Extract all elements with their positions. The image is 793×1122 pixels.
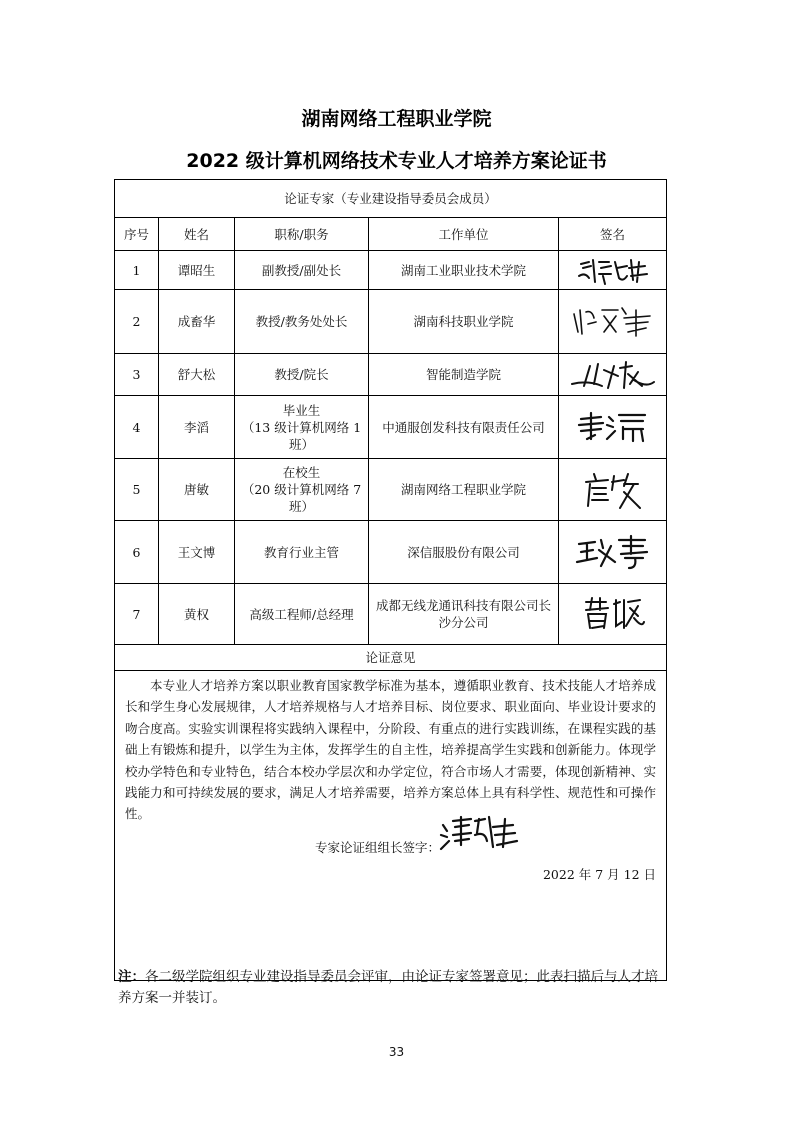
document-subtitle: 2022 级计算机网络技术专业人才培养方案论证书 [186, 150, 607, 172]
leader-signature-label: 专家论证组组长签字： [315, 840, 441, 855]
row-unit: 深信服股份有限公司 [369, 521, 559, 584]
row-unit: 湖南科技职业学院 [369, 290, 559, 354]
row-name: 王文博 [159, 521, 235, 584]
handwritten-signature [568, 358, 658, 392]
row-title: 副教授/副处长 [235, 251, 369, 290]
experts-header: 论证专家（专业建设指导委员会成员） [115, 180, 667, 218]
row-unit-line: 沙分公司 [438, 615, 489, 630]
row-no: 4 [115, 396, 159, 459]
footnote [118, 967, 670, 1009]
signature-cell [559, 521, 667, 584]
row-no: 2 [115, 290, 159, 354]
signature-cell [559, 396, 667, 459]
row-no: 6 [115, 521, 159, 584]
row-unit: 湖南工业职业技术学院 [369, 251, 559, 290]
handwritten-signature [578, 594, 648, 634]
col-header-title: 职称/职务 [235, 218, 369, 251]
table-row [115, 251, 667, 290]
experts-header-row [115, 180, 667, 218]
table-row [115, 584, 667, 645]
note-text: 各二级学院组织专业建设指导委员会评审，由论证专家签署意见；此表扫描后与人才培养方案一并装订。 [118, 969, 658, 1006]
col-header-no: 序号 [115, 218, 159, 251]
row-title: 教育行业主管 [235, 521, 369, 584]
row-unit [369, 584, 559, 645]
opinion-header-row [115, 645, 667, 671]
row-name: 黄权 [159, 584, 235, 645]
col-header-unit: 工作单位 [369, 218, 559, 251]
signature-cell [559, 584, 667, 645]
opinion-cell [115, 671, 667, 981]
opinion-header: 论证意见 [115, 645, 667, 671]
certification-table [114, 179, 667, 981]
row-name: 谭昭生 [159, 251, 235, 290]
signature-cell [559, 354, 667, 396]
opinion-text: 本专业人才培养方案以职业教育国家教学标准为基本，遵循职业教育、技术技能人才培养成长和学生身心发展规律，人才培养规格与人才培养目标、岗位要求、职业面向、毕业设计要求的吻合度高。实验实训课程将实践纳入课程中，分阶段、有重点的进行实践训练，在课程实践的基础上有锻炼和提升，以学生为主体，发挥学生的自主性，培养提高学生实践和创新能力。体现学校办学特色和专业特色，结合本校办学层次和办学定位，符合市场人才需要，体现创新精神、实践能力和可持续发展的要求，满足人才培养需要，培养方案总体上具有科学性、规范性和可操作性。 [125, 678, 657, 822]
row-name: 成畜华 [159, 290, 235, 354]
row-title: 高级工程师/总经理 [235, 584, 369, 645]
row-title-line: （20 级计算机网络 7 [241, 482, 362, 497]
signature-cell [559, 290, 667, 354]
opinion-row [115, 671, 667, 981]
row-title: 教授/教务处处长 [235, 290, 369, 354]
row-title-line: 班） [288, 499, 314, 514]
row-name: 李滔 [159, 396, 235, 459]
note-label: 注： [118, 969, 145, 985]
signature-cell [559, 251, 667, 290]
row-title [235, 396, 369, 459]
table-row [115, 354, 667, 396]
handwritten-signature [578, 468, 648, 512]
document-title: 湖南网络工程职业学院 [301, 108, 492, 130]
table-row [115, 521, 667, 584]
row-title-line: 毕业生 [282, 402, 321, 418]
handwritten-signature [437, 811, 527, 857]
row-no: 7 [115, 584, 159, 645]
row-name: 舒大松 [159, 354, 235, 396]
column-header-row [115, 218, 667, 251]
row-title [235, 459, 369, 521]
row-name: 唐敏 [159, 459, 235, 521]
row-unit-line: 成都无线龙通讯科技有限公司长 [375, 598, 551, 613]
row-title-line: 在校生 [282, 465, 321, 480]
signature-cell [559, 459, 667, 521]
handwritten-signature [573, 409, 653, 445]
row-no: 3 [115, 354, 159, 396]
table-row [115, 459, 667, 521]
handwritten-signature [573, 254, 653, 286]
row-title-line: （13 级计算机网络 1 [241, 419, 362, 435]
row-title: 教授/院长 [235, 354, 369, 396]
row-unit: 中通服创发科技有限责任公司 [369, 396, 559, 459]
certification-date: 2022 年 7 月 12 日 [542, 867, 657, 882]
handwritten-signature [568, 302, 658, 342]
page-number: 33 [388, 1045, 405, 1059]
table-row [115, 396, 667, 459]
row-no: 1 [115, 251, 159, 290]
row-no: 5 [115, 459, 159, 521]
table-row [115, 290, 667, 354]
col-header-name: 姓名 [159, 218, 235, 251]
row-unit: 智能制造学院 [369, 354, 559, 396]
row-title-line: 班） [288, 436, 314, 452]
row-unit: 湖南网络工程职业学院 [369, 459, 559, 521]
col-header-signature: 签名 [559, 218, 667, 251]
handwritten-signature [573, 532, 653, 572]
